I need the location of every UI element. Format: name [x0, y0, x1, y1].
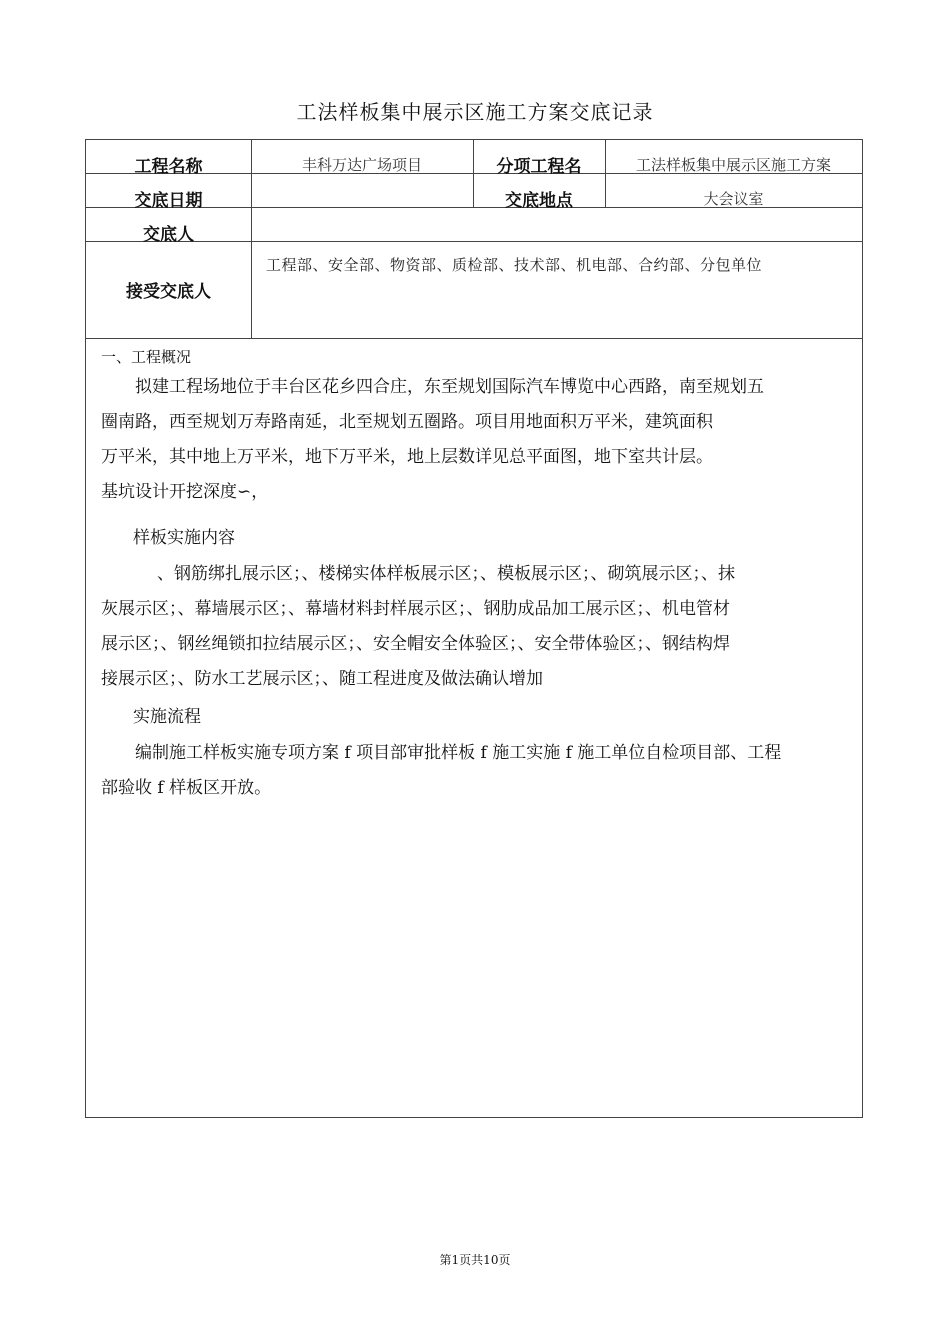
receivers-value: 工程部、安全部、物资部、质检部、技术部、机电部、合约部、分包单位 [266, 256, 763, 274]
page-title: 工法样板集中展示区施工方案交底记录 [296, 100, 654, 124]
overview-line: 基坑设计开挖深度∽， [101, 482, 269, 502]
section-heading-process: 实施流程 [133, 707, 201, 727]
process-line: 部验收 f 样板区开放。 [101, 778, 272, 798]
overview-paragraph [101, 370, 859, 510]
sample-items-line: 灰展示区；、幕墙展示区；、幕墙材料封样展示区；、钢肋成品加工展示区；、机电管材 [101, 599, 730, 619]
project-name-value: 丰科万达广场项目 [301, 156, 422, 174]
sample-items-line: 展示区；、钢丝绳锁扣拉结展示区；、安全帽安全体验区；、安全带体验区；、钢结构焊 [101, 634, 730, 654]
date-value [251, 182, 473, 215]
receivers-label: 接受交底人 [126, 282, 211, 302]
date-label: 交底日期 [134, 191, 203, 211]
process-line: 编制施工样板实施专项方案 f 项目部审批样板 f 施工实施 f 施工单位自检项目部、工程 [135, 743, 782, 763]
location-label: 交底地点 [505, 191, 573, 211]
page-number-footer: 第1页共10页 [439, 1253, 511, 1267]
row-divider [86, 338, 862, 339]
section-heading-overview: 一、工程概况 [101, 348, 192, 366]
location-value: 大会议室 [703, 190, 764, 208]
sub-project-label: 分项工程名 [496, 157, 582, 177]
sub-project-value: 工法样板集中展示区施工方案 [635, 156, 831, 174]
section-heading-sample-content: 样板实施内容 [133, 528, 235, 548]
sample-items-paragraph [101, 557, 859, 697]
sample-items-line: 、钢筋绑扎展示区；、楼梯实体样板展示区；、模板展示区；、砌筑展示区；、抹 [157, 564, 735, 584]
presenter-value [251, 216, 862, 249]
sample-items-line: 接展示区；、防水工艺展示区；、随工程进度及做法确认增加 [101, 669, 543, 689]
overview-line: 拟建工程场地位于丰台区花乡四合庄，东至规划国际汽车博览中心西路，南至规划五 [135, 377, 764, 397]
project-name-label: 工程名称 [134, 157, 203, 177]
overview-line: 万平米，其中地上万平米，地下万平米，地上层数详见总平面图，地下室共计层。 [101, 447, 713, 467]
overview-line: 圈南路，西至规划万寿路南延，北至规划五圈路。项目用地面积万平米，建筑面积 [101, 412, 713, 432]
process-paragraph [101, 736, 859, 806]
presenter-label: 交底人 [143, 225, 194, 245]
